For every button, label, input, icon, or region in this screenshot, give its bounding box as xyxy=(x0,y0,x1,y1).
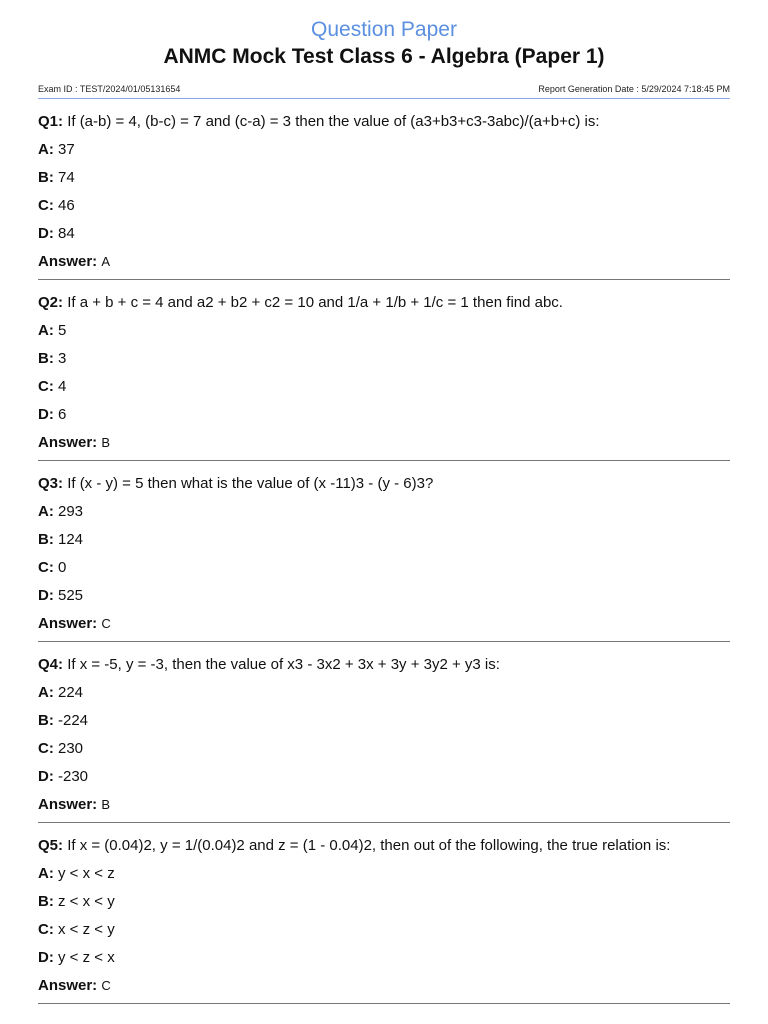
option-value: 74 xyxy=(58,169,75,186)
option-a xyxy=(38,136,730,164)
option-value: y < x < z xyxy=(58,865,115,882)
option-value: 224 xyxy=(58,684,84,701)
report-date-value: 5/29/2024 7:18:45 PM xyxy=(641,84,730,94)
answer-line xyxy=(38,248,730,276)
option-key: C: xyxy=(38,740,54,757)
option-c xyxy=(38,554,730,582)
exam-id xyxy=(38,84,180,94)
report-date-label: Report Generation Date : xyxy=(538,84,639,94)
page-header xyxy=(0,0,768,70)
option-d xyxy=(38,220,730,248)
answer-value: C xyxy=(101,616,111,631)
option-key: D: xyxy=(38,225,54,242)
option-key: C: xyxy=(38,197,54,214)
option-c xyxy=(38,916,730,944)
answer-label: Answer: xyxy=(38,253,98,270)
option-d xyxy=(38,582,730,610)
document-title: ANMC Mock Test Class 6 - Algebra (Paper 1) xyxy=(163,45,605,68)
option-key: C: xyxy=(38,378,54,395)
meta-bar xyxy=(38,84,730,99)
option-value: z < x < y xyxy=(58,893,115,910)
question-block xyxy=(38,99,730,280)
question-stem: If a + b + c = 4 and a2 + b2 + c2 = 10 and 1/a + 1/b + 1/c = 1 then find abc. xyxy=(67,294,563,311)
answer-line xyxy=(38,972,730,1000)
option-b xyxy=(38,526,730,554)
answer-line xyxy=(38,610,730,638)
question-block xyxy=(38,823,730,1004)
option-key: D: xyxy=(38,768,54,785)
option-key: D: xyxy=(38,949,54,966)
option-value: y < z < x xyxy=(58,949,115,966)
question-stem: If (a-b) = 4, (b-c) = 7 and (c-a) = 3 then the value of (a3+b3+c3-3abc)/(a+b+c) is: xyxy=(67,113,600,130)
option-value: 230 xyxy=(58,740,84,757)
question-number: Q3: xyxy=(38,475,64,492)
option-value: -230 xyxy=(58,768,89,785)
question-text xyxy=(38,832,730,860)
question-block xyxy=(38,461,730,642)
option-key: A: xyxy=(38,684,54,701)
option-key: A: xyxy=(38,141,54,158)
question-number: Q4: xyxy=(38,656,64,673)
option-c xyxy=(38,373,730,401)
exam-id-value: TEST/2024/01/05131654 xyxy=(79,84,181,94)
option-d xyxy=(38,763,730,791)
option-key: D: xyxy=(38,406,54,423)
option-b xyxy=(38,164,730,192)
answer-value: C xyxy=(101,978,111,993)
document-kicker: Question Paper xyxy=(311,18,457,41)
option-value: 84 xyxy=(58,225,75,242)
option-value: -224 xyxy=(58,712,89,729)
option-key: A: xyxy=(38,322,54,339)
report-date xyxy=(538,84,730,94)
option-value: 6 xyxy=(58,406,67,423)
option-b xyxy=(38,707,730,735)
option-key: C: xyxy=(38,921,54,938)
option-d xyxy=(38,944,730,972)
option-value: x < z < y xyxy=(58,921,115,938)
question-number: Q5: xyxy=(38,837,64,854)
option-value: 4 xyxy=(58,378,67,395)
option-key: B: xyxy=(38,169,54,186)
option-key: B: xyxy=(38,350,54,367)
option-a xyxy=(38,317,730,345)
question-number: Q1: xyxy=(38,113,64,130)
option-b xyxy=(38,888,730,916)
option-c xyxy=(38,192,730,220)
option-value: 37 xyxy=(58,141,75,158)
option-value: 124 xyxy=(58,531,84,548)
question-stem: If (x - y) = 5 then what is the value of (x -11)3 - (y - 6)3? xyxy=(67,475,434,492)
answer-label: Answer: xyxy=(38,977,98,994)
answer-label: Answer: xyxy=(38,615,98,632)
exam-id-label: Exam ID : xyxy=(38,84,78,94)
option-key: A: xyxy=(38,865,54,882)
answer-label: Answer: xyxy=(38,796,98,813)
question-text xyxy=(38,651,730,679)
option-value: 293 xyxy=(58,503,84,520)
answer-line xyxy=(38,429,730,457)
option-a xyxy=(38,679,730,707)
question-stem: If x = -5, y = -3, then the value of x3 - 3x2 + 3x + 3y + 3y2 + y3 is: xyxy=(67,656,500,673)
question-stem: If x = (0.04)2, y = 1/(0.04)2 and z = (1 - 0.04)2, then out of the following, the true relation is: xyxy=(67,837,671,854)
option-a xyxy=(38,498,730,526)
answer-value: A xyxy=(101,254,111,269)
option-d xyxy=(38,401,730,429)
question-block xyxy=(38,642,730,823)
question-text xyxy=(38,470,730,498)
answer-value: B xyxy=(101,435,111,450)
question-text xyxy=(38,289,730,317)
option-b xyxy=(38,345,730,373)
option-c xyxy=(38,735,730,763)
option-value: 3 xyxy=(58,350,67,367)
option-key: B: xyxy=(38,531,54,548)
option-value: 525 xyxy=(58,587,84,604)
question-list xyxy=(38,99,730,1004)
question-number: Q2: xyxy=(38,294,64,311)
answer-label: Answer: xyxy=(38,434,98,451)
option-value: 5 xyxy=(58,322,67,339)
option-key: C: xyxy=(38,559,54,576)
answer-value: B xyxy=(101,797,111,812)
option-key: B: xyxy=(38,893,54,910)
question-block xyxy=(38,280,730,461)
option-key: A: xyxy=(38,503,54,520)
option-key: D: xyxy=(38,587,54,604)
option-value: 0 xyxy=(58,559,67,576)
answer-line xyxy=(38,791,730,819)
question-text xyxy=(38,108,730,136)
option-value: 46 xyxy=(58,197,75,214)
option-a xyxy=(38,860,730,888)
option-key: B: xyxy=(38,712,54,729)
